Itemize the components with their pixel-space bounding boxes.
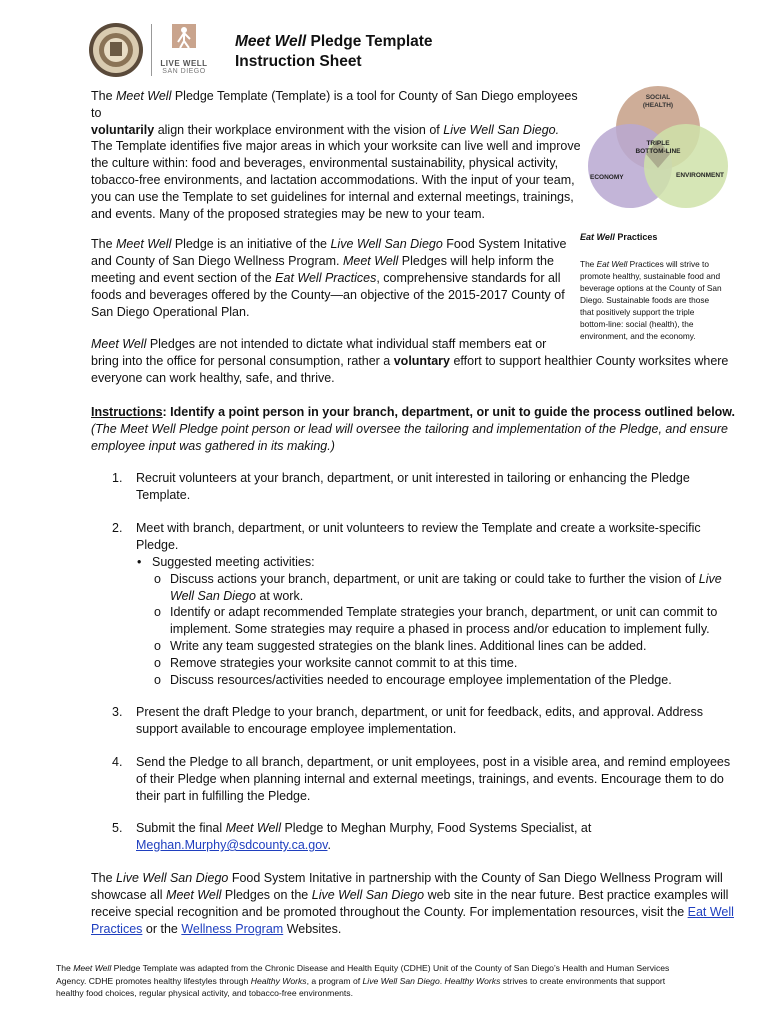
venn-label-social: SOCIAL (HEALTH) xyxy=(642,94,674,109)
wellness-program-link[interactable]: Wellness Program xyxy=(181,922,284,936)
venn-label-economy: ECONOMY xyxy=(590,174,624,181)
county-seal xyxy=(88,22,144,78)
live-well-figure-icon xyxy=(156,22,212,52)
logo-live-well: LIVE WELL xyxy=(160,59,208,68)
intro-paragraph-4: Meet Well Pledges are not intended to dictate what individual staff members eat or bring into the office for personal consumption, rather a voluntary effort to support healthier County worksites where everyone can work healthy, safe, and thrive. xyxy=(91,337,729,385)
intro-paragraph-1: The Meet Well Pledge Template (Template) is a tool for County of San Diego employees to voluntarily align their workplace environment with the vision of Live Well San Diego. xyxy=(91,89,578,137)
logo-san-diego: SAN DIEGO xyxy=(162,68,206,75)
eat-well-sidebar-text: The Eat Well Practices will strive to promote healthy, sustainable food and beverage options at the County of San Diego. Sustainable foods are those that positively support the triple bottom-line: social (health), the environment, and the economy. xyxy=(580,259,722,341)
triple-bottom-line-venn xyxy=(584,82,732,212)
eat-well-sidebar-heading: Eat Well Practices xyxy=(580,232,658,242)
step-2-sub-2: o Identify or adapt recommended Template strategies your branch, department, or unit can commit to implement. Some strategies may require a phased in process and/or education to implement fully. xyxy=(154,605,718,636)
closing-paragraph: The Live Well San Diego Food System Initative in partnership with the County of San Diego Wellness Program will showcase all Meet Well Pledges on the Live Well San Diego web site in the near future. Best practice examples will receive special recognition and be promoted throughout the County. For implementation resources, visit the Eat Well Practices or the Wellness Program Websites. xyxy=(91,871,734,936)
intro-paragraph-3: The Meet Well Pledge is an initiative of the Live Well San Diego Food System Initative and County of San Diego Wellness Program. Meet Well Pledges will help inform the meeting and event section of the Eat Well Practices, comprehensive standards for all foods and beverages offered by the County—an objective of the 2015-2017 County of San Diego Operational Plan. xyxy=(91,237,567,319)
live-well-logo xyxy=(156,22,212,78)
intro-paragraph-2: The Template identifies five major areas in which your worksite can live well and improve the culture within: food and beverages, environmental sustainability, physical activity, tobacco-free environments, and lactation accommodations. With the input of your team, you can use the Template to set guidelines for internal and external meetings, trainings, and events. Many of the proposed strategies may be new to your team. xyxy=(91,139,581,221)
step-2-sub-4: o Remove strategies your worksite cannot commit to at this time. xyxy=(154,656,518,670)
step-2-bullet: • Suggested meeting activities: xyxy=(137,555,315,569)
step-4: 4. Send the Pledge to all branch, department, or unit employees, post in a visible area, and remind employees of their Pledge when planning internal and external meetings, trainings, and events. Encourage them to do their part in fulfilling the Pledge. xyxy=(112,755,731,803)
divider xyxy=(151,24,152,76)
instructions-label: Instructions xyxy=(91,405,163,419)
email-link[interactable]: Meghan.Murphy@sdcounty.ca.gov xyxy=(136,838,328,852)
footer-note: The Meet Well Pledge Template was adapted from the Chronic Disease and Health Equity (CDHE) Unit of the County of San Diego’s Health and Human Services Agency. CDHE promotes healthy lifestyles through Healthy Works, a program of Live Well San Diego. Healthy Works strives to create environments that support healthy food choices, regular physical activity, and tobacco-free environments. xyxy=(56,963,670,998)
step-5: 5. Submit the final Meet Well Pledge to Meghan Murphy, Food Systems Specialist, at Meghan.Murphy@sdcounty.ca.gov. xyxy=(112,821,592,852)
step-2-sub-3: o Write any team suggested strategies on the blank lines. Additional lines can be added. xyxy=(154,639,647,653)
step-2: 2. Meet with branch, department, or unit volunteers to review the Template and create a worksite-specific Pledge. xyxy=(112,521,701,552)
eat-well-practices-link[interactable]: Eat Well xyxy=(687,905,734,919)
page-subtitle: Instruction Sheet xyxy=(235,53,362,70)
instructions-block: Instructions: Identify a point person in your branch, department, or unit to guide the process outlined below. (The Meet Well Pledge point person or lead will oversee the tailoring and implementation of the Pledge, and ensure employee input was gathered in its making.) xyxy=(91,405,736,453)
eat-well-practices-link-cont[interactable]: Practices xyxy=(91,922,143,936)
step-1: 1. Recruit volunteers at your branch, department, or unit interested in tailoring or enhancing the Pledge Template. xyxy=(112,471,690,502)
step-3: 3. Present the draft Pledge to your branch, department, or unit for feedback, edits, and approval. Address support available to encourage employee implementation. xyxy=(112,705,704,736)
step-2-sub-1: o Discuss actions your branch, department, or unit are taking or could take to further the vision of Live Well San Diego at work. xyxy=(154,572,722,603)
venn-label-environment: ENVIRONMENT xyxy=(676,172,725,179)
step-2-sub-5: o Discuss resources/activities needed to encourage employee implementation of the Pledge. xyxy=(154,673,672,687)
page-title: Meet Well Pledge Template Instruction Sheet xyxy=(235,33,433,70)
venn-label-triple: TRIPLE BOTTOM-LINE xyxy=(635,140,681,155)
